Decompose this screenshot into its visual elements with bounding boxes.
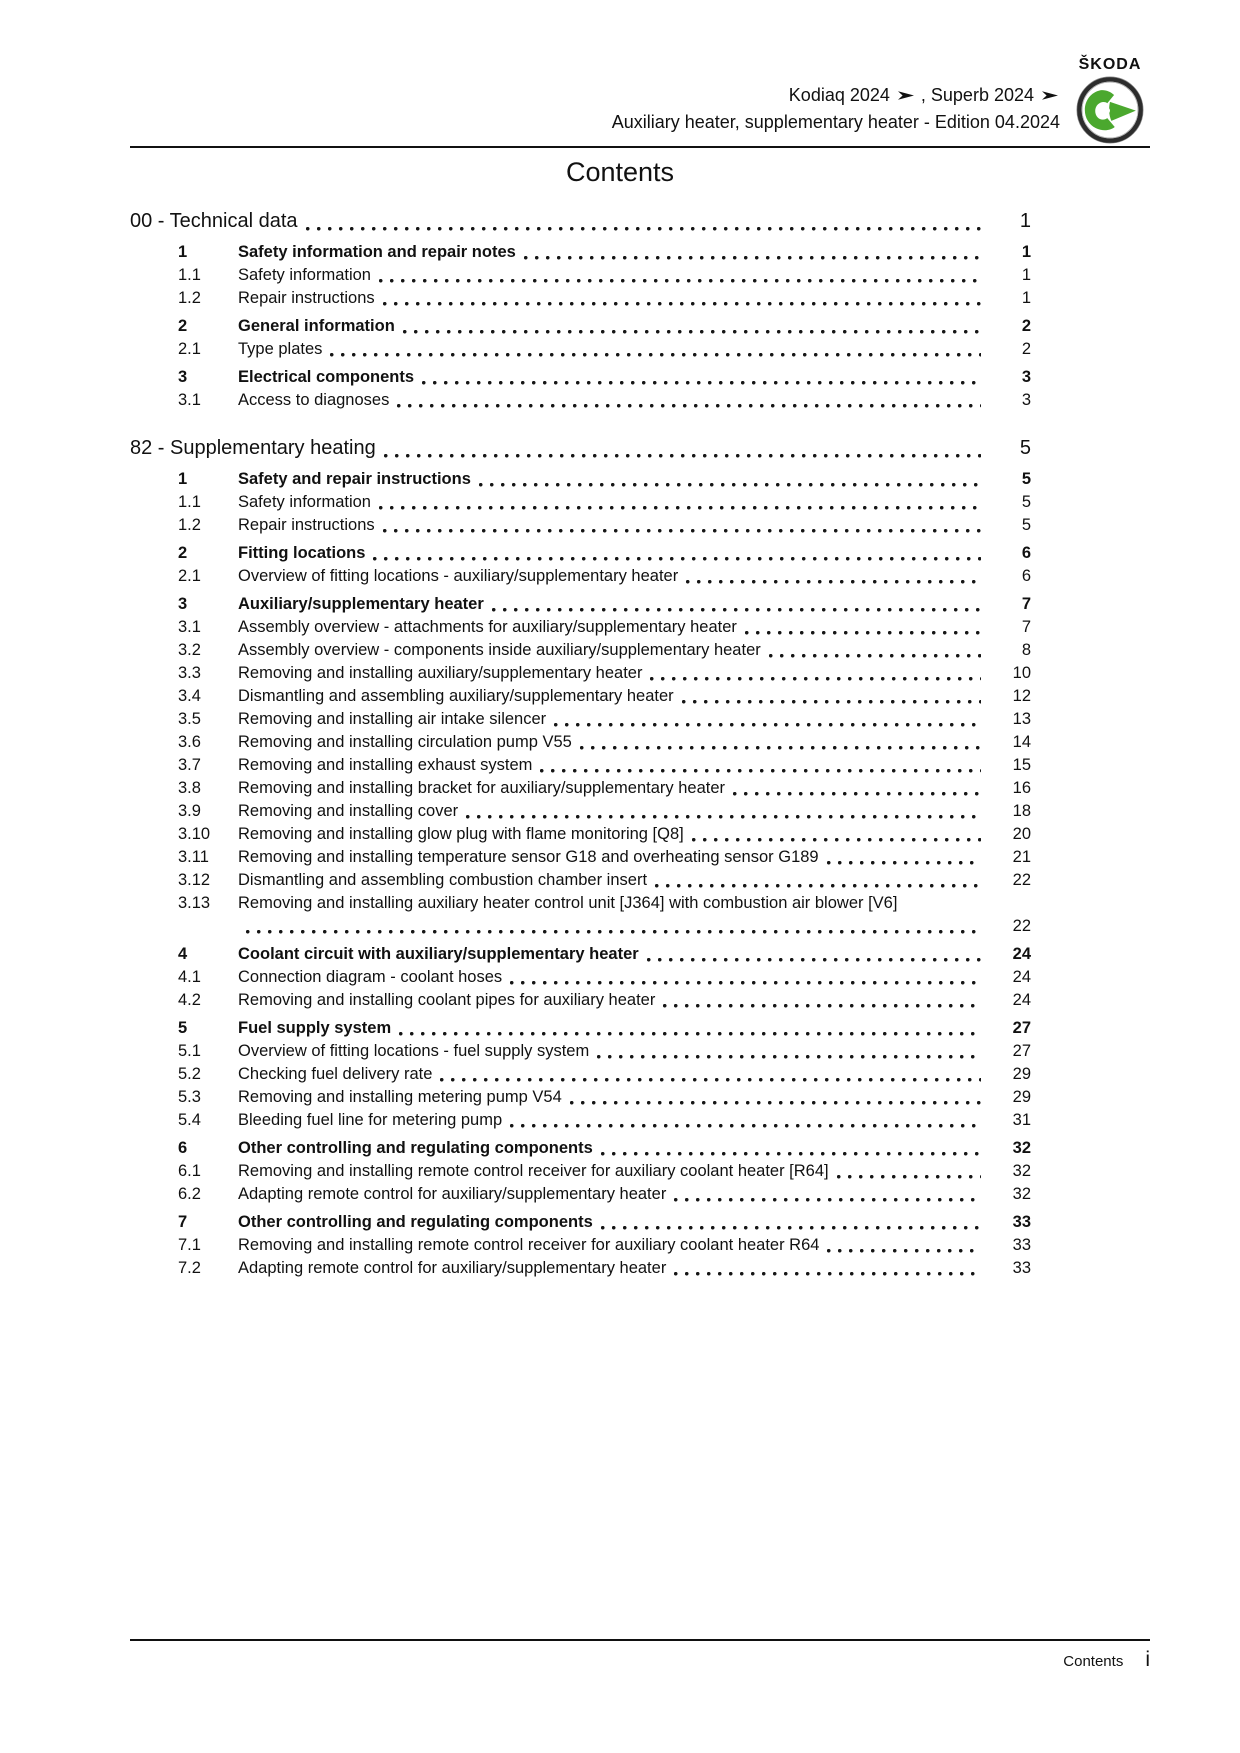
page-title: Contents [565,157,675,187]
dot-leader [682,700,981,704]
entry-title: Removing and installing glow plug with flame monitoring [Q8] [238,825,684,843]
entry-title: Other controlling and regulating components [238,1139,593,1157]
entry-number: 3.1 [178,618,201,636]
toc-chapter [130,433,1031,1280]
dot-leader [540,769,981,773]
entry-title: Removing and installing auxiliary/supplementary heater [238,664,643,682]
dot-leader [554,723,981,727]
entry-page: 32 [1012,1162,1031,1180]
entry-page: 18 [1012,802,1031,820]
entry-title: Coolant circuit with auxiliary/supplementary heater [238,945,639,963]
dot-leader [692,838,981,842]
entry-number: 3.2 [178,641,201,659]
toc-entry [130,287,1031,310]
entry-title: Removing and installing exhaust system [238,756,533,774]
chapter-page: 5 [1019,437,1031,459]
dot-leader [422,381,981,385]
toc-entry [130,588,1031,616]
dot-leader [403,330,981,334]
entry-title: Other controlling and regulating components [238,1213,593,1231]
toc-entry [130,463,1031,491]
dot-leader [601,1226,981,1230]
entry-page: 1 [1021,266,1031,284]
entry-title: Removing and installing remote control receiver for auxiliary coolant heater R64 [238,1236,820,1254]
header-subtitle: Auxiliary heater, supplementary heater - Edition 04.2024 [611,112,1060,132]
entry-number: 3.5 [178,710,201,728]
entry-page: 24 [1012,968,1031,986]
entry-page: 6 [1021,544,1031,562]
dot-leader [745,631,981,635]
entry-page: 22 [1012,917,1031,935]
dot-leader [674,1198,981,1202]
entry-title: Safety information [238,266,371,284]
dot-leader [492,608,981,612]
entry-title: Removing and installing remote control receiver for auxiliary coolant heater [R64] [238,1162,829,1180]
toc-entry [130,639,1031,662]
entry-page: 21 [1012,848,1031,866]
entry-page: 27 [1012,1042,1031,1060]
entry-page: 27 [1012,1019,1031,1037]
dot-leader [440,1078,981,1082]
entry-page: 15 [1012,756,1031,774]
entry-page: 3 [1021,368,1031,386]
toc-entry [130,1063,1031,1086]
entry-title: Removing and installing temperature sensor G18 and overheating sensor G189 [238,848,819,866]
toc-entry [130,731,1031,754]
chapter-entries [130,236,1031,412]
entry-page: 7 [1021,618,1031,636]
entry-title: Removing and installing auxiliary heater control unit [J364] with combustion air blower [V6] [238,894,898,912]
dot-leader [663,1004,981,1008]
entry-number: 3.7 [178,756,201,774]
toc-entry [130,1206,1031,1234]
entry-page: 8 [1021,641,1031,659]
entry-number: 3.4 [178,687,201,705]
entry-page: 1 [1021,243,1031,261]
entry-title: Overview of fitting locations - auxiliary/supplementary heater [238,567,679,585]
entry-page: 22 [1012,871,1031,889]
entry-number: 5.3 [178,1088,201,1106]
model-year-arrow-icon [898,90,914,101]
entry-number: 1.1 [178,266,201,284]
entry-number: 5.2 [178,1065,201,1083]
entry-number: 3.9 [178,802,201,820]
entry-title: Assembly overview - attachments for auxiliary/supplementary heater [238,618,737,636]
entry-page: 24 [1012,991,1031,1009]
entry-title: Safety and repair instructions [238,470,471,488]
toc-chapter [130,206,1031,412]
dot-leader [399,1032,981,1036]
entry-page: 13 [1012,710,1031,728]
entry-page: 2 [1021,317,1031,335]
entry-number: 7.1 [178,1236,201,1254]
dot-leader [246,930,981,934]
entry-number: 7.2 [178,1259,201,1277]
entry-title: Adapting remote control for auxiliary/supplementary heater [238,1259,667,1277]
toc-entry [130,938,1031,966]
toc-entry [130,869,1031,892]
header [612,82,1060,136]
entry-title: Type plates [238,340,323,358]
dot-leader [397,404,981,408]
entry-number: 2.1 [178,340,201,358]
toc-entry [130,1160,1031,1183]
entry-number: 6.1 [178,1162,201,1180]
entry-page: 20 [1012,825,1031,843]
entry-number: 1.1 [178,493,201,511]
toc-entry [130,708,1031,731]
entry-number: 2 [178,317,188,335]
toc-entry [130,491,1031,514]
entry-number: 1.2 [178,516,201,534]
entry-title: Electrical components [238,368,415,386]
entry-title: Checking fuel delivery rate [238,1065,433,1083]
entry-number: 1 [178,243,188,261]
toc-entry [130,236,1031,264]
toc-entry [130,685,1031,708]
entry-title: Removing and installing circulation pump V55 [238,733,572,751]
chapter-page: 1 [1019,210,1031,232]
dot-leader [674,1272,981,1276]
entry-number: 3.10 [178,825,211,843]
entry-page: 33 [1012,1259,1031,1277]
footer-divider [130,1639,1150,1641]
toc-entry [130,565,1031,588]
dot-leader [373,557,981,561]
dot-leader [686,580,981,584]
entry-title: Fitting locations [238,544,366,562]
toc-entry [130,754,1031,777]
toc-entry [130,777,1031,800]
dot-leader [383,529,981,533]
dot-leader [597,1055,981,1059]
toc-entry [130,264,1031,287]
toc-entry [130,361,1031,389]
dot-leader [524,256,981,260]
toc-entry [130,846,1031,869]
entry-title: Overview of fitting locations - fuel supply system [238,1042,590,1060]
chapter-row [130,433,1031,463]
entry-title: General information [238,317,395,335]
chapter-entries [130,463,1031,1280]
entry-title: Removing and installing air intake silencer [238,710,547,728]
dot-leader [479,483,981,487]
dot-leader [330,353,981,357]
entry-number: 4.2 [178,991,201,1009]
entry-page: 7 [1021,595,1031,613]
chapter-row [130,206,1031,236]
dot-leader [384,454,981,458]
entry-number: 3.6 [178,733,201,751]
entry-title: Connection diagram - coolant hoses [238,968,503,986]
entry-number: 3.8 [178,779,201,797]
entry-page: 1 [1021,289,1031,307]
toc-entry [130,1132,1031,1160]
toc-entry [130,989,1031,1012]
header-model-line [612,82,1060,109]
entry-page: 24 [1012,945,1031,963]
dot-leader [306,227,981,231]
dot-leader [655,884,981,888]
model-separator: , [915,85,931,105]
entry-page: 12 [1012,687,1031,705]
entry-page: 29 [1012,1065,1031,1083]
footer [130,1648,1150,1672]
entry-page: 10 [1012,664,1031,682]
dot-leader [733,792,981,796]
model1-text: Kodiaq 2024 [788,85,890,105]
entry-title: Access to diagnoses [238,391,390,409]
entry-title: Removing and installing metering pump V54 [238,1088,562,1106]
entry-title: Assembly overview - components inside auxiliary/supplementary heater [238,641,761,659]
entry-page: 32 [1012,1185,1031,1203]
dot-leader [827,1249,981,1253]
entry-page: 33 [1012,1236,1031,1254]
footer-page-number: i [1145,1648,1150,1671]
entry-title: Removing and installing coolant pipes for auxiliary heater [238,991,656,1009]
entry-page: 3 [1021,391,1031,409]
dot-leader [383,302,981,306]
entry-title: Removing and installing bracket for auxiliary/supplementary heater [238,779,725,797]
toc-entry [130,800,1031,823]
entry-title: Repair instructions [238,289,375,307]
toc-entry [130,1086,1031,1109]
dot-leader [379,506,981,510]
entry-page: 5 [1021,493,1031,511]
entry-title: Auxiliary/supplementary heater [238,595,484,613]
entry-page: 29 [1012,1088,1031,1106]
entry-number: 4.1 [178,968,201,986]
entry-number: 6 [178,1139,188,1157]
entry-page: 5 [1021,516,1031,534]
entry-page: 2 [1021,340,1031,358]
toc-entry [130,537,1031,565]
entry-number: 7 [178,1213,188,1231]
entry-number: 6.2 [178,1185,201,1203]
toc-entry [130,1234,1031,1257]
entry-title: Bleeding fuel line for metering pump [238,1111,503,1129]
entry-number: 5 [178,1019,188,1037]
entry-page: 33 [1012,1213,1031,1231]
model-year-arrow-icon [1042,90,1058,101]
entry-number: 5.4 [178,1111,201,1129]
entry-number: 3.1 [178,391,201,409]
entry-page: 16 [1012,779,1031,797]
toc-entry [130,892,1031,938]
entry-number: 5.1 [178,1042,201,1060]
toc-entry [130,1257,1031,1280]
entry-page: 31 [1012,1111,1031,1129]
entry-title: Fuel supply system [238,1019,392,1037]
entry-page: 5 [1021,470,1031,488]
entry-title: Dismantling and assembling combustion chamber insert [238,871,648,889]
dot-leader [837,1175,981,1179]
entry-page: 14 [1012,733,1031,751]
dot-leader [466,815,981,819]
entry-number: 4 [178,945,188,963]
entry-number: 2 [178,544,188,562]
entry-page: 32 [1012,1139,1031,1157]
entry-title: Safety information [238,493,371,511]
footer-label: Contents [1063,1653,1124,1670]
entry-title: Dismantling and assembling auxiliary/supplementary heater [238,687,674,705]
entry-number: 3 [178,595,188,613]
toc-entry [130,966,1031,989]
chapter-title: 82 - Supplementary heating [130,437,376,459]
dot-leader [601,1152,981,1156]
entry-number: 1.2 [178,289,201,307]
toc-entry [130,1040,1031,1063]
toc-entry [130,823,1031,846]
entry-title: Adapting remote control for auxiliary/supplementary heater [238,1185,667,1203]
toc-entry [130,514,1031,537]
skoda-logo [1070,56,1150,149]
entry-number: 3.12 [178,871,211,889]
toc-entry [130,310,1031,338]
dot-leader [570,1101,981,1105]
entry-title: Removing and installing cover [238,802,459,820]
dot-leader [580,746,981,750]
skoda-brand-text: ŠKODA [1078,56,1142,73]
toc-entry [130,662,1031,685]
dot-leader [647,958,981,962]
entry-number: 2.1 [178,567,201,585]
entry-title: Repair instructions [238,516,375,534]
entry-page: 6 [1021,567,1031,585]
header-divider [130,146,1150,148]
dot-leader [379,279,981,283]
chapter-title: 00 - Technical data [130,210,298,232]
toc [130,206,1031,1280]
toc-entry [130,338,1031,361]
skoda-emblem-icon [1076,76,1144,144]
entry-number: 3 [178,368,188,386]
entry-number: 3.3 [178,664,201,682]
entry-number: 1 [178,470,188,488]
dot-leader [510,1124,981,1128]
model2-text: Superb 2024 [930,85,1034,105]
toc-entry [130,1012,1031,1040]
entry-number: 3.13 [178,894,211,912]
entry-number: 3.11 [178,848,209,866]
toc-entry [130,1183,1031,1206]
toc-entry [130,616,1031,639]
toc-entry [130,1109,1031,1132]
dot-leader [650,677,981,681]
dot-leader [769,654,981,658]
entry-title: Safety information and repair notes [238,243,516,261]
toc-entry [130,389,1031,412]
dot-leader [510,981,981,985]
dot-leader [827,861,981,865]
